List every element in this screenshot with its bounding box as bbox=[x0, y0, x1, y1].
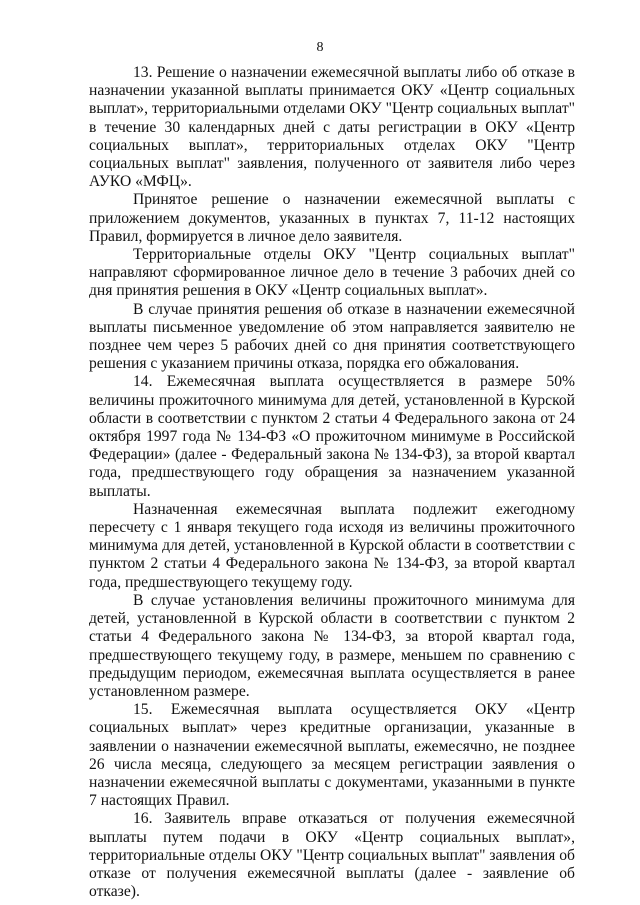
paragraph-decision-personal-file: Принятое решение о назначении ежемесячной выплаты с приложением документов, указанных в пунктах 7, 11-12 настоящих Правил, формируется в личное дело заявителя. bbox=[89, 191, 575, 245]
paragraph-minimum-decrease: В случае установления величины прожиточного минимума для детей, установленной в Курской области в соответствии с пунктом 2 статьи 4 Федерального закона № 134-ФЗ, за второй квартал года, предшествующего текущему году, в размере, меньшем по сравнению с предыдущим периодом, ежемесячная выплата осуществляется в ранее установленном размере. bbox=[89, 591, 575, 700]
paragraph-15: 15. Ежемесячная выплата осуществляется ОКУ «Центр социальных выплат» через кредитные организации, указанные в заявлении о назначении ежемесячной выплаты, ежемесячно, не позднее 26 числа месяца, следующего за месяцем регистрации заявления о назначении ежемесячной выплаты с документами, указанными в пункте 7 настоящих Правил. bbox=[89, 701, 575, 810]
paragraph-refusal-notice: В случае принятия решения об отказе в назначении ежемесячной выплаты письменное уведомление об этом направляется заявителю не позднее чем через 5 рабочих дней со дня принятия соответствующего решения с указанием причины отказа, порядка его обжалования. bbox=[89, 300, 575, 373]
paragraph-14: 14. Ежемесячная выплата осуществляется в размере 50% величины прожиточного минимума для детей, установленной в Курской области в соответствии с пунктом 2 статьи 4 Федерального закона от 24 октября 1997 года № 134-ФЗ «О прожиточном минимуме в Российской Федерации» (далее - Федеральный закона № 134-ФЗ), за второй квартал года, предшествующего году обращения за назначением указанной выплаты. bbox=[89, 373, 575, 500]
paragraph-annual-recalculation: Назначенная ежемесячная выплата подлежит ежегодному пересчету с 1 января текущего года исходя из величины прожиточного минимума для детей, установленной в Курской области в соответствии с пунктом 2 статьи 4 Федерального закона № 134-ФЗ, за второй квартал года, предшествующего текущему году. bbox=[89, 500, 575, 591]
paragraph-16: 16. Заявитель вправе отказаться от получения ежемесячной выплаты путем подачи в ОКУ «Центр социальных выплат», территориальные отделы ОКУ "Центр социальных выплат" заявления об отказе от получения ежемесячной выплаты (далее - заявление об отказе). bbox=[89, 810, 575, 901]
page-number: 8 bbox=[316, 40, 324, 55]
document-body bbox=[89, 64, 575, 901]
paragraph-13: 13. Решение о назначении ежемесячной выплаты либо об отказе в назначении указанной выплаты принимается ОКУ «Центр социальных выплат», территориальными отделами ОКУ "Центр социальных выплат" в течение 30 календарных дней с даты регистрации в ОКУ «Центр социальных выплат», территориальных отделах ОКУ "Центр социальных выплат" заявления, полученного от заявителя либо через АУКО «МФЦ». bbox=[89, 64, 575, 191]
paragraph-territorial-departments: Территориальные отделы ОКУ "Центр социальных выплат" направляют сформированное личное дело в течение 3 рабочих дней со дня принятия решения в ОКУ «Центр социальных выплат». bbox=[89, 246, 575, 300]
